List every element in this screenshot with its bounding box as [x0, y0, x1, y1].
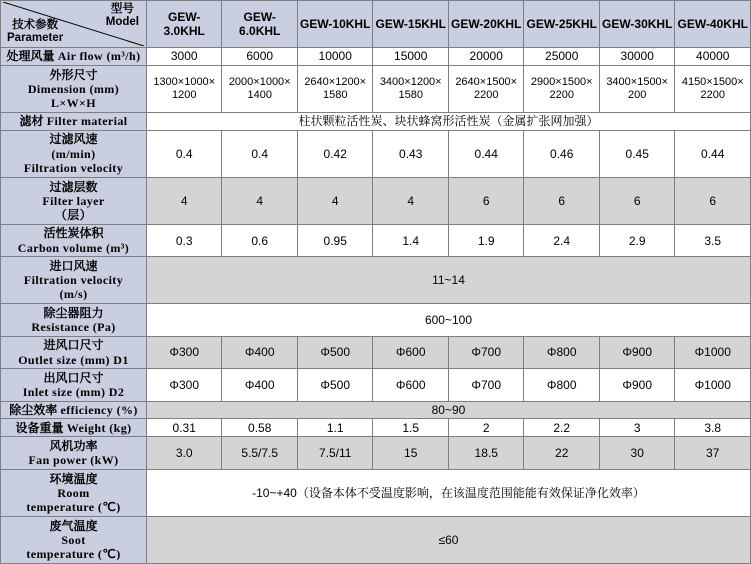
cell-r4-c4: 6	[448, 177, 524, 224]
row-label-cn: 外形尺寸	[49, 67, 98, 82]
row-label-cn: 风机功率	[49, 438, 98, 453]
cell-r3-c6: 0.45	[599, 130, 675, 177]
row-label-2	[1, 112, 147, 130]
model-header-0: GEW-3.0KHL	[146, 1, 222, 48]
cell-line: 2640×1500×	[455, 75, 518, 88]
row-label-en: Filter material	[46, 114, 128, 129]
table-row	[1, 516, 751, 563]
model-header-2: GEW-10KHL	[297, 1, 373, 48]
row-label-6	[1, 257, 147, 304]
row-label-cn: 过滤风速	[49, 132, 98, 147]
cell-r1-c5	[524, 65, 600, 112]
cell-line: 1300×1000×	[153, 75, 216, 88]
row-label-1	[1, 65, 147, 112]
cell-r0-c7: 40000	[675, 48, 751, 66]
cell-line: 3400×1200×	[379, 75, 442, 88]
table-row	[1, 419, 751, 437]
table-row	[1, 257, 751, 304]
table-row	[1, 401, 751, 419]
header-model-label: 型号 Model	[105, 3, 139, 29]
table-row	[1, 369, 751, 401]
cell-r5-c0: 0.3	[146, 224, 222, 256]
cell-r1-c2	[297, 65, 373, 112]
row-label-en: Dimension (mm)	[27, 81, 120, 96]
row-label-5	[1, 224, 147, 256]
cell-r11-c3: 1.5	[373, 419, 449, 437]
cell-line: 2200	[549, 88, 574, 101]
row-label-en2: （层）	[54, 207, 93, 222]
cell-r11-c4: 2	[448, 419, 524, 437]
cell-r8-c6: Φ900	[599, 336, 675, 368]
row-merged-value-6: 11~14	[146, 257, 750, 304]
table-row	[1, 336, 751, 368]
header-corner-cell	[1, 1, 147, 48]
cell-line: 1580	[398, 88, 423, 101]
cell-r9-c6: Φ900	[599, 369, 675, 401]
row-label-en2: L×W×H	[50, 95, 96, 110]
cell-r1-c4	[448, 65, 524, 112]
row-label-cn: 设备重量	[15, 420, 67, 435]
cell-line: 1200	[171, 88, 197, 101]
cell-r0-c3: 15000	[373, 48, 449, 66]
model-header-7: GEW-40KHL	[675, 1, 751, 48]
table-header-row	[1, 1, 751, 48]
row-label-en2: temperature (℃)	[26, 546, 121, 561]
cell-r12-c2: 7.5/11	[297, 437, 373, 469]
cell-r3-c1: 0.4	[222, 130, 298, 177]
cell-r4-c1: 4	[222, 177, 298, 224]
row-label-en: Weight (kg)	[66, 420, 132, 435]
cell-line: 2640×1200×	[304, 75, 367, 88]
cell-r1-c7	[675, 65, 751, 112]
model-header-6: GEW-30KHL	[599, 1, 675, 48]
cell-r9-c5: Φ800	[524, 369, 600, 401]
cell-r9-c3: Φ600	[373, 369, 449, 401]
cell-r5-c3: 1.4	[373, 224, 449, 256]
cell-r0-c1: 6000	[222, 48, 298, 66]
row-label-cn: 除尘器阻力	[43, 305, 104, 320]
row-merged-value-7: 600~100	[146, 304, 750, 336]
cell-r9-c7: Φ1000	[675, 369, 751, 401]
cell-r3-c7: 0.44	[675, 130, 751, 177]
cell-line: 2900×1500×	[530, 75, 593, 88]
row-label-cn: 出风口尺寸	[43, 370, 104, 385]
row-merged-value-13: -10~+40（设备本体不受温度影响，在该温度范围能能有效保证净化效率）	[146, 469, 750, 516]
cell-r11-c1: 0.58	[222, 419, 298, 437]
table-row	[1, 304, 751, 336]
row-label-8	[1, 336, 147, 368]
row-label-en: Fan power (kW)	[28, 452, 119, 467]
cell-r12-c7: 37	[675, 437, 751, 469]
row-label-en: Filtration velocity	[23, 273, 124, 288]
table-row	[1, 224, 751, 256]
cell-r8-c5: Φ800	[524, 336, 600, 368]
cell-r12-c3: 15	[373, 437, 449, 469]
model-header-1: GEW-6.0KHL	[222, 1, 298, 48]
cell-r8-c0: Φ300	[146, 336, 222, 368]
cell-r4-c5: 6	[524, 177, 600, 224]
cell-r4-c6: 6	[599, 177, 675, 224]
cell-r1-c1	[222, 65, 298, 112]
row-label-en: Outlet size (mm) D1	[18, 352, 129, 367]
row-label-4	[1, 177, 147, 224]
cell-r9-c2: Φ500	[297, 369, 373, 401]
cell-r0-c0: 3000	[146, 48, 222, 66]
cell-line: 1580	[322, 88, 348, 101]
cell-r9-c1: Φ400	[222, 369, 298, 401]
cell-r11-c6: 3	[599, 419, 675, 437]
cell-r3-c5: 0.46	[524, 130, 600, 177]
cell-r0-c2: 10000	[297, 48, 373, 66]
table-row	[1, 130, 751, 177]
table-row	[1, 437, 751, 469]
cell-r12-c1: 5.5/7.5	[222, 437, 298, 469]
row-label-cn: 环境温度	[49, 471, 98, 486]
row-label-en: (m/min)	[51, 146, 96, 161]
cell-r11-c0: 0.31	[146, 419, 222, 437]
row-label-en2: temperature (℃)	[26, 499, 121, 514]
cell-line: 4150×1500×	[681, 75, 744, 88]
row-label-en2: Filtration velocity	[23, 160, 124, 175]
row-merged-value-10: 80~90	[146, 401, 750, 419]
cell-r5-c5: 2.4	[524, 224, 600, 256]
cell-r0-c4: 20000	[448, 48, 524, 66]
cell-r3-c4: 0.44	[448, 130, 524, 177]
cell-r11-c2: 1.1	[297, 419, 373, 437]
row-label-11	[1, 419, 147, 437]
row-label-cn: 滤材	[19, 114, 47, 129]
cell-r8-c1: Φ400	[222, 336, 298, 368]
row-label-10	[1, 401, 147, 419]
cell-r1-c6	[599, 65, 675, 112]
cell-line: 2200	[473, 88, 499, 101]
cell-r8-c4: Φ700	[448, 336, 524, 368]
cell-r12-c0: 3.0	[146, 437, 222, 469]
table-row	[1, 112, 751, 130]
cell-r11-c7: 3.8	[675, 419, 751, 437]
header-parameter-label: 技术参数 Parameter	[7, 18, 64, 44]
cell-r8-c7: Φ1000	[675, 336, 751, 368]
row-label-0	[1, 48, 147, 66]
table-body	[1, 1, 751, 564]
cell-r9-c0: Φ300	[146, 369, 222, 401]
row-label-cn: 活性炭体积	[43, 226, 104, 241]
cell-line: 3400×1500×	[606, 75, 669, 88]
cell-r9-c4: Φ700	[448, 369, 524, 401]
cell-r12-c6: 30	[599, 437, 675, 469]
row-label-14	[1, 516, 147, 563]
cell-r12-c4: 18.5	[448, 437, 524, 469]
cell-r5-c7: 3.5	[675, 224, 751, 256]
model-header-5: GEW-25KHL	[524, 1, 600, 48]
row-label-en: Inlet size (mm) D2	[22, 385, 125, 399]
cell-r0-c6: 30000	[599, 48, 675, 66]
cell-r1-c3	[373, 65, 449, 112]
cell-r5-c4: 1.9	[448, 224, 524, 256]
cell-line: 2200	[700, 88, 725, 101]
row-label-13	[1, 469, 147, 516]
row-label-12	[1, 437, 147, 469]
table-row	[1, 65, 751, 112]
cell-r4-c7: 6	[675, 177, 751, 224]
cell-r11-c5: 2.2	[524, 419, 600, 437]
table-row	[1, 177, 751, 224]
table-row	[1, 48, 751, 66]
cell-r8-c2: Φ500	[297, 336, 373, 368]
row-label-en: Room	[57, 485, 90, 500]
row-label-cn: 废气温度	[49, 518, 98, 533]
row-label-3	[1, 130, 147, 177]
row-merged-value-14: ≤60	[146, 516, 750, 563]
cell-r3-c3: 0.43	[373, 130, 449, 177]
cell-r4-c0: 4	[146, 177, 222, 224]
cell-r3-c2: 0.42	[297, 130, 373, 177]
row-label-en: Carbon volume (m³)	[17, 240, 130, 255]
cell-r0-c5: 25000	[524, 48, 600, 66]
model-header-4: GEW-20KHL	[448, 1, 524, 48]
cell-r8-c3: Φ600	[373, 336, 449, 368]
row-merged-value-2: 柱状颗粒活性炭、块状蜂窝形活性炭（金属扩张网加强）	[146, 112, 750, 130]
cell-r5-c2: 0.95	[297, 224, 373, 256]
table-row	[1, 469, 751, 516]
cell-r5-c1: 0.6	[222, 224, 298, 256]
row-label-cn: 过滤层数	[49, 179, 98, 194]
row-label-cn: 进风口尺寸	[43, 338, 104, 353]
row-label-en: Air flow (m³/h)	[57, 49, 141, 64]
cell-r3-c0: 0.4	[146, 130, 222, 177]
cell-line: 2000×1000×	[228, 75, 291, 88]
row-label-en: Filter layer	[42, 193, 105, 208]
cell-r12-c5: 22	[524, 437, 600, 469]
row-label-en: Soot	[61, 532, 86, 547]
cell-line: 200	[628, 88, 647, 101]
cell-r5-c6: 2.9	[599, 224, 675, 256]
cell-r4-c2: 4	[297, 177, 373, 224]
cell-r1-c0	[146, 65, 222, 112]
row-label-en2: (m/s)	[59, 287, 88, 302]
row-label-en: efficiency (%)	[60, 403, 138, 418]
row-label-en: Resistance (Pa)	[31, 320, 116, 335]
model-header-3: GEW-15KHL	[373, 1, 449, 48]
cell-line: 1400	[247, 88, 272, 101]
cell-r4-c3: 4	[373, 177, 449, 224]
row-label-cn: 除尘效率	[9, 403, 61, 418]
row-label-9	[1, 369, 147, 401]
row-label-cn: 处理风量	[6, 49, 58, 64]
row-label-cn: 进口风速	[49, 259, 98, 274]
row-label-7	[1, 304, 147, 336]
